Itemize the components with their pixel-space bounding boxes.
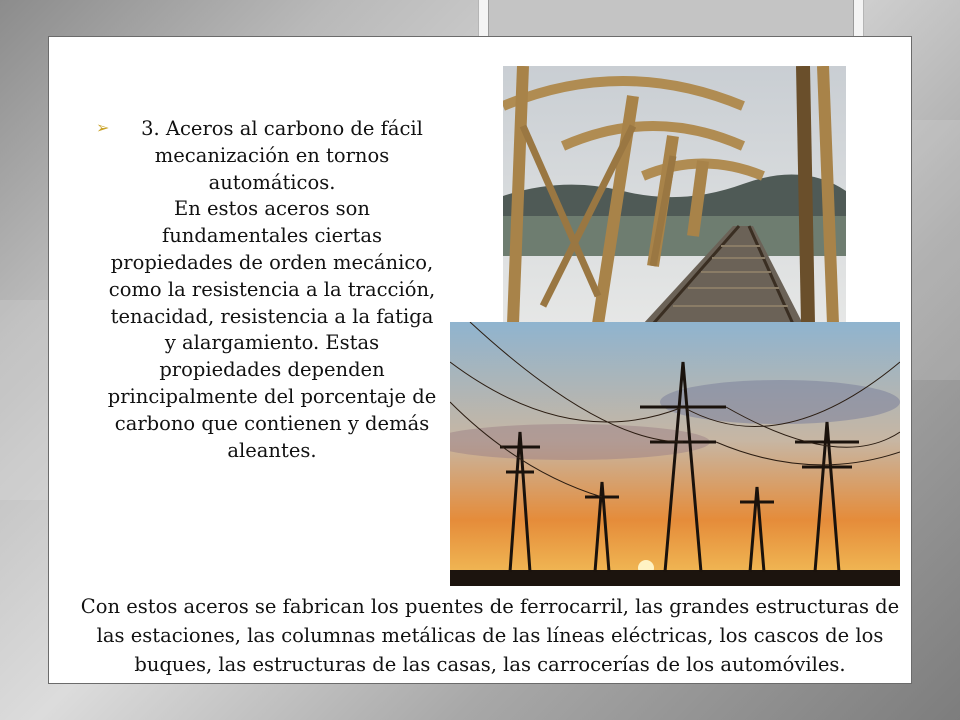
footer-line: Con estos aceros se fabrican los puentes de ferrocarril, las grandes estructuras de [80,595,900,618]
railway-bridge-photo [503,66,846,324]
bullet-line: carbono que contienen y demás [114,411,430,435]
bullet-line: automáticos. [208,170,336,194]
bullet-line: 3. Aceros al carbono de fácil [141,117,423,140]
bullet-line: y alargamiento. Estas [164,331,380,355]
bullet-line: En estos aceros son [174,197,370,221]
footer-line: buques, las estructuras de las casas, las carrocerías de los automóviles. [134,653,846,676]
bullet-line: aleantes. [227,438,317,462]
bullet-line: tenacidad, resistencia a la fatiga [110,304,434,328]
bullet-line: propiedades dependen [159,358,385,382]
bullet-line: como la resistencia a la tracción, [108,277,436,301]
bullet-paragraph [92,116,452,464]
arrow-bullet-icon: ➢ [96,118,110,137]
bullet-line: fundamentales ciertas [162,224,382,248]
background-shape [912,120,960,380]
bullet-line: propiedades de orden mecánico, [110,250,434,274]
background-shape [0,300,48,500]
footer-line: las estaciones, las columnas metálicas de las líneas eléctricas, los cascos de los [96,624,884,647]
bullet-line: principalmente del porcentaje de [107,384,437,408]
footer-paragraph [52,592,928,679]
bullet-line: mecanización en tornos [154,143,390,167]
power-line-towers-photo [450,322,900,586]
